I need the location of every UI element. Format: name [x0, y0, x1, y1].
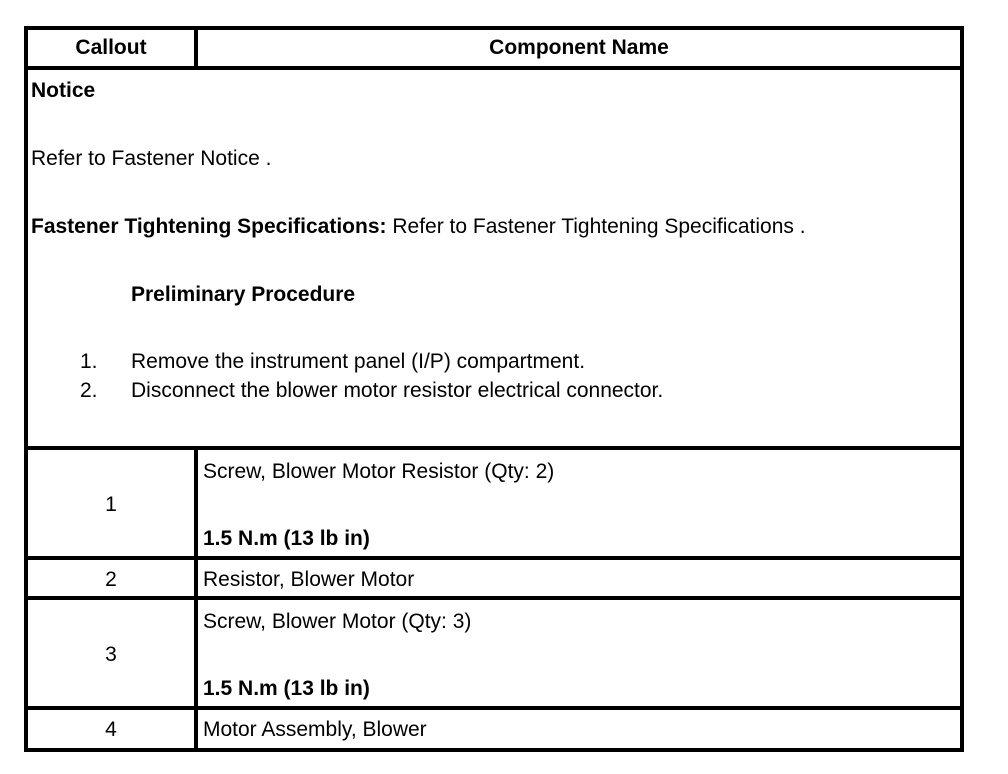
row-torque-spec: 1.5 N.m (13 lb in): [203, 677, 370, 700]
step-text: Remove the instrument panel (I/P) compartment.: [131, 350, 586, 373]
table-border-bottom: [24, 748, 964, 752]
preliminary-procedure-heading: Preliminary Procedure: [131, 283, 356, 306]
table-border-right: [960, 26, 964, 752]
component-table: [24, 26, 964, 752]
header-component-name: Component Name: [489, 36, 669, 59]
row-component-name: Screw, Blower Motor Resistor (Qty: 2): [203, 460, 555, 483]
column-divider: [194, 446, 198, 752]
notice-divider: [24, 446, 964, 450]
row-callout: 1: [105, 493, 117, 516]
row-component-name: Screw, Blower Motor (Qty: 3): [203, 610, 472, 633]
step-text: Disconnect the blower motor resistor electrical connector.: [131, 379, 664, 402]
notice-heading: Notice: [31, 79, 96, 102]
row-component-name: Resistor, Blower Motor: [203, 568, 415, 591]
row-callout: 3: [105, 643, 117, 666]
row-callout: 2: [105, 568, 117, 591]
fastener-spec-text: Refer to Fastener Tightening Specifications .: [386, 215, 806, 238]
table-border-top: [24, 26, 964, 30]
row-torque-spec: 1.5 N.m (13 lb in): [203, 527, 370, 550]
step-number: 1.: [80, 350, 98, 373]
header-divider: [24, 66, 964, 70]
row-divider: [24, 706, 964, 710]
notice-refer-text: Refer to Fastener Notice .: [31, 147, 272, 170]
row-divider: [24, 556, 964, 560]
header-callout: Callout: [75, 36, 147, 59]
row-callout: 4: [105, 718, 117, 741]
row-divider: [24, 596, 964, 600]
fastener-spec-line: [31, 215, 806, 239]
step-number: 2.: [80, 379, 98, 402]
row-component-name: Motor Assembly, Blower: [203, 718, 427, 741]
fastener-spec-label: Fastener Tightening Specifications:: [31, 215, 387, 238]
